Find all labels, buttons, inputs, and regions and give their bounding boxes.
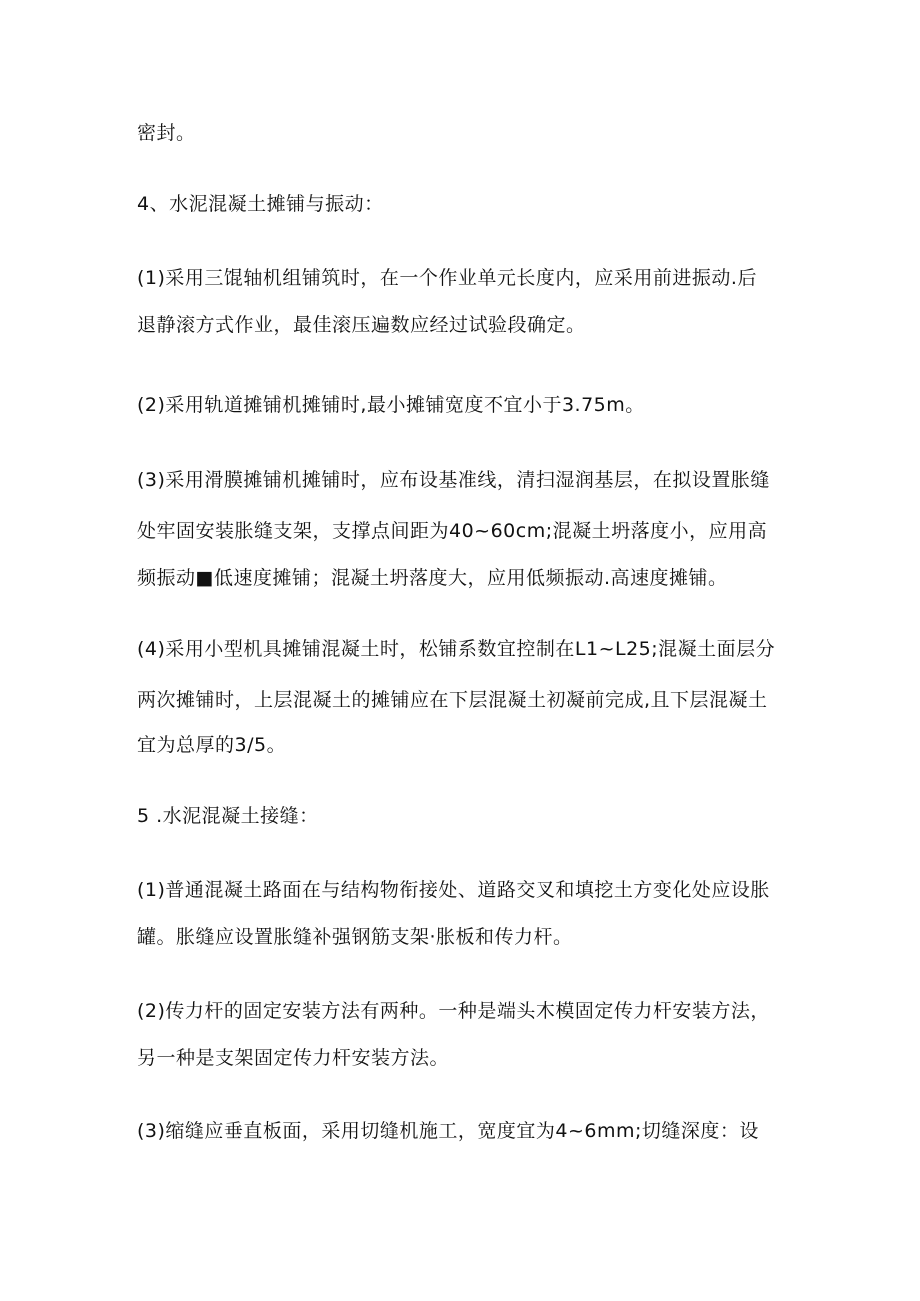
- section-heading: 4、水泥混凝土摊铺与振动：: [137, 193, 384, 215]
- text-line: 密封。: [137, 122, 196, 144]
- text-line: 两次摊铺时，上层混凝土的摊铺应在下层混凝土初凝前完成,且下层混凝土: [137, 689, 768, 711]
- text-line: (2)采用轨道摊铺机摊铺时,最小摊铺宽度不宜小于3.75m。: [137, 394, 645, 416]
- text-line: 另一种是支架固定传力杆安装方法。: [137, 1047, 450, 1069]
- text-line: 罐。胀缝应设置胀缝补强钢筋支架·胀板和传力杆。: [137, 926, 573, 948]
- text-line: 退静滚方式作业，最佳滚压遍数应经过试验段确定。: [137, 314, 586, 336]
- section-heading: 5 .水泥混凝土接缝：: [137, 805, 319, 827]
- text-line: 宜为总厚的3/5。: [137, 734, 287, 756]
- text-line: 处牢固安装胀缝支架，支撑点间距为40~60cm;混凝土坍落度小，应用高: [137, 520, 768, 542]
- text-line: (1)普通混凝土路面在与结构物衔接处、道路交叉和填挖土方变化处应设胀: [137, 879, 770, 901]
- text-line: 频振动■低速度摊铺；混凝土坍落度大，应用低频振动.高速度摊铺。: [137, 567, 728, 589]
- text-line: (3)采用滑膜摊铺机摊铺时，应布设基准线，清扫湿润基层，在拟设置胀缝: [137, 469, 770, 491]
- text-line: (4)采用小型机具摊铺混凝土时，松铺系数宜控制在L1~L25;混凝土面层分: [137, 638, 776, 660]
- text-line: (3)缩缝应垂直板面，采用切缝机施工，宽度宜为4~6mm;切缝深度：设: [137, 1120, 759, 1142]
- text-line: (1)采用三馄轴机组铺筑时，在一个作业单元长度内，应采用前进振动.后: [137, 267, 757, 289]
- text-line: (2)传力杆的固定安装方法有两种。一种是端头木模固定传力杆安装方法，: [137, 1000, 770, 1022]
